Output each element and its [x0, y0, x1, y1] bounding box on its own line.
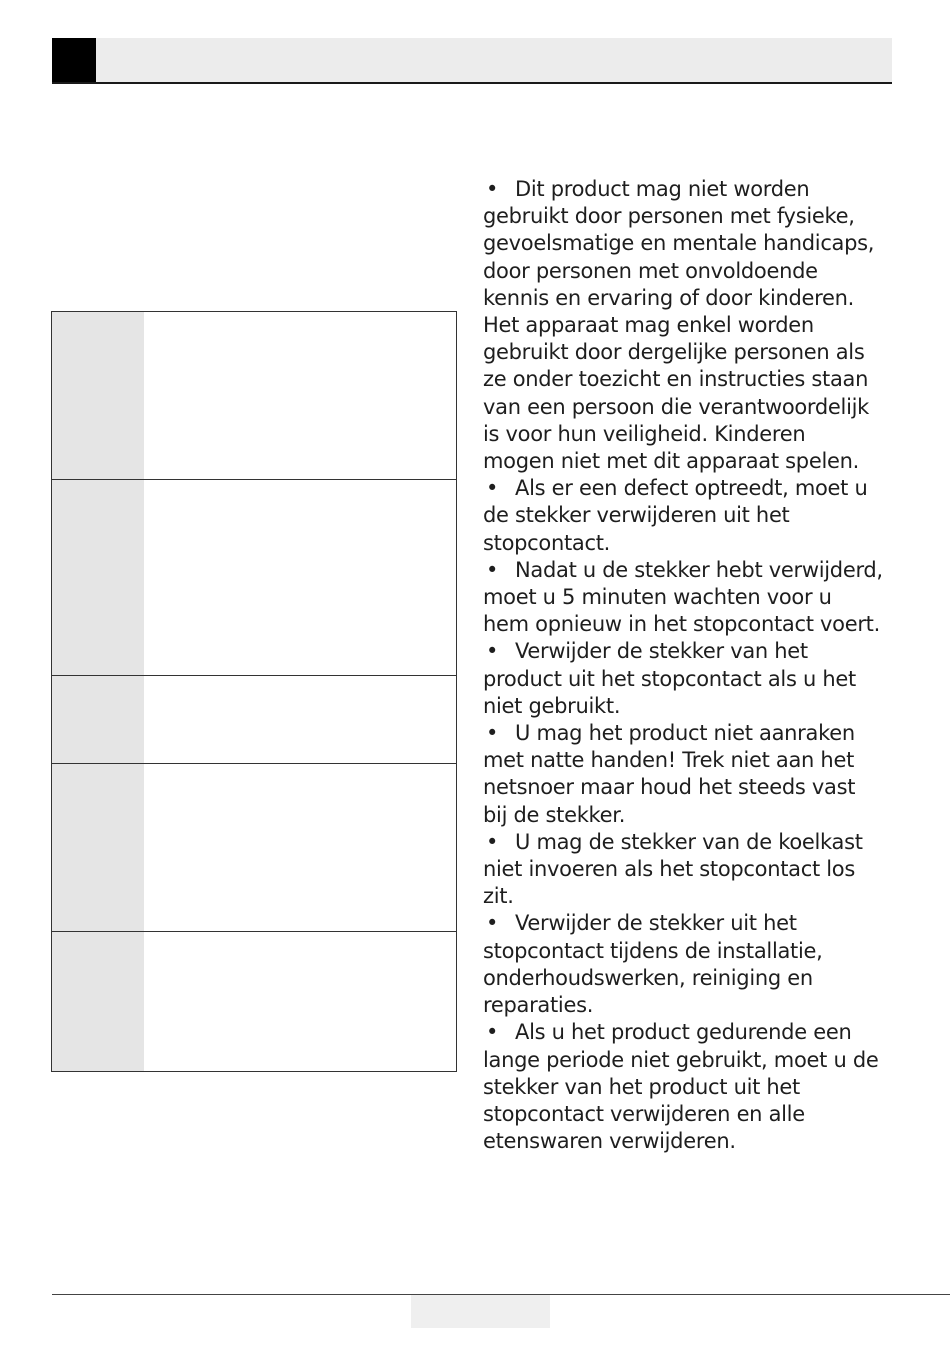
list-item-text: Verwijder de stekker van het product uit het stopcontact als u het niet gebruikt.: [483, 639, 856, 718]
section-header-bar: [52, 38, 892, 84]
list-item-text: Verwijder de stekker uit het stopcontact tijdens de installatie, onderhoudswerken, reiniging en reparaties.: [483, 911, 823, 1018]
table-row-label: [52, 932, 144, 1071]
table-row-text: [144, 676, 456, 763]
bullet-icon: •: [486, 911, 499, 936]
table-row: [52, 676, 456, 764]
safety-bullet-list: [483, 176, 883, 1155]
list-item-text: U mag het product niet aanraken met natte handen! Trek niet aan het netsnoer maar houd het steeds vast bij de stekker.: [483, 721, 856, 827]
bullet-icon: •: [486, 829, 499, 854]
page-number-tab: [411, 1295, 550, 1328]
list-item-text: Dit product mag niet worden gebruikt door personen met fysieke, gevoelsmatige en mentale handicaps, door personen met onvoldoende kennis en ervaring of door kinderen. Het apparaat mag enkel worden gebruikt door dergelijke personen als ze onder toezicht en instructies staan van een persoon die verantwoordelijk is voor hun veiligheid. Kinderen mogen niet met dit apparaat spelen.: [483, 177, 875, 474]
list-item-text: Als er een defect optreedt, moet u de stekker verwijderen uit het stopcontact.: [483, 476, 868, 555]
list-item: [483, 910, 883, 1019]
table-row-label: [52, 764, 144, 931]
section-marker-block: [52, 38, 96, 82]
table-row: [52, 764, 456, 932]
safety-info-table: [51, 311, 457, 1072]
bullet-icon: •: [486, 1020, 499, 1045]
bullet-icon: •: [486, 557, 499, 582]
table-row-label: [52, 676, 144, 763]
bullet-icon: •: [486, 476, 499, 501]
table-row-text: [144, 932, 456, 1071]
table-row-text: [144, 480, 456, 675]
list-item: [483, 176, 883, 475]
list-item: [483, 475, 883, 557]
list-item: [483, 557, 883, 639]
list-item-text: Nadat u de stekker hebt verwijderd, moet u 5 minuten wachten voor u hem opnieuw in het stopcontact voert.: [483, 557, 883, 637]
list-item: [483, 829, 883, 911]
list-item: [483, 720, 883, 829]
bullet-icon: •: [486, 177, 499, 201]
table-row-text: [144, 764, 456, 931]
list-item-text: Als u het product gedurende een lange periode niet gebruikt, moet u de stekker van het product uit het stopcontact verwijderen en alle etenswaren verwijderen.: [483, 1020, 879, 1154]
table-row-label: [52, 312, 144, 479]
bullet-icon: •: [486, 639, 499, 664]
table-row: [52, 312, 456, 480]
list-item: [483, 638, 883, 720]
table-row-label: [52, 480, 144, 675]
list-item: [483, 1019, 883, 1155]
bullet-icon: •: [486, 721, 499, 746]
table-row: [52, 932, 456, 1071]
table-row: [52, 480, 456, 676]
table-row-text: [144, 312, 456, 479]
list-item-text: U mag de stekker van de koelkast niet invoeren als het stopcontact los zit.: [483, 829, 863, 909]
